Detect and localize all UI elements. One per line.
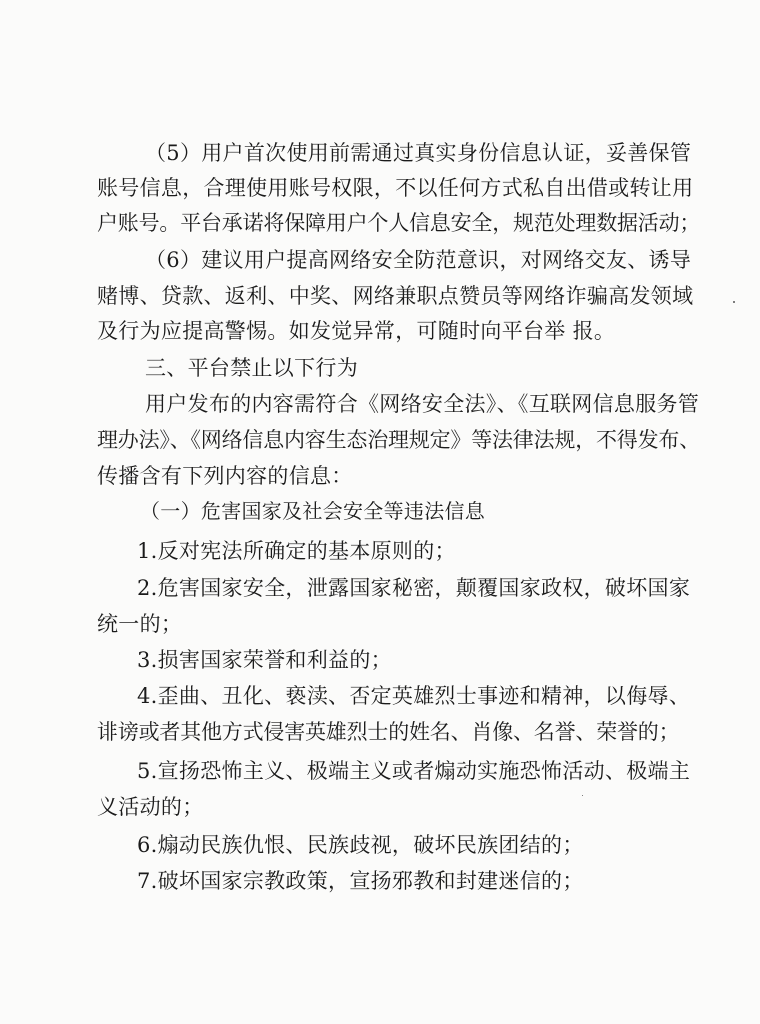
intro-line-2: 理办法》、《网络信息内容生态治理规定》等法律法规，不得发布、: [97, 428, 700, 452]
intro-line-1: 用户发布的内容需符合《网络安全法》、《互联网信息服务管: [145, 392, 700, 416]
intro-line-3: 传播含有下列内容的信息：: [97, 464, 353, 488]
item-4-line-2: 诽谤或者其他方式侵害英雄烈士的姓名、肖像、名誉、荣誉的；: [97, 720, 680, 744]
paragraph-6-line-3: 及行为应提高警惕。如发觉异常，可随时向平台举 报。: [97, 319, 616, 343]
paragraph-5-line-1: （5）用户首次使用前需通过真实身份信息认证，妥善保管: [145, 141, 692, 165]
paragraph-6-line-2: 赌博、贷款、返利、中奖、网络兼职点赞员等网络诈骗高发领域: [97, 284, 694, 308]
paragraph-5-line-3: 户账号。平台承诺将保障用户个人信息安全，规范处理数据活动；: [97, 211, 701, 235]
subsection-1-heading: （一）危害国家及社会安全等违法信息: [140, 499, 486, 523]
item-2-line-2: 统一的；: [97, 612, 183, 636]
scan-speck: [733, 301, 735, 303]
item-1: 1.反对宪法所确定的基本原则的；: [137, 539, 456, 563]
item-5-line-1: 5.宣扬恐怖主义、极端主义或者煽动实施恐怖活动、极端主: [137, 759, 691, 783]
paragraph-5-line-2: 账号信息，合理使用账号权限，不以任何方式私自出借或转让用: [97, 176, 694, 200]
item-4-line-1: 4.歪曲、丑化、亵渎、否定英雄烈士事迹和精神，以侮辱、: [137, 684, 691, 708]
item-5-line-2: 义活动的；: [97, 795, 204, 819]
item-2-line-1: 2.危害国家安全，泄露国家秘密，颠覆国家政权，破坏国家: [137, 576, 691, 600]
item-7: 7.破坏国家宗教政策，宣扬邪教和封建迷信的；: [137, 869, 584, 893]
section-3-heading: 三、平台禁止以下行为: [145, 356, 358, 380]
scan-speck: [582, 795, 583, 796]
item-3: 3.损害国家荣誉和利益的；: [137, 648, 392, 672]
paragraph-6-line-1: （6）建议用户提高网络安全防范意识，对网络交友、诱导: [145, 248, 692, 272]
item-6: 6.煽动民族仇恨、民族歧视，破坏民族团结的；: [137, 833, 584, 857]
